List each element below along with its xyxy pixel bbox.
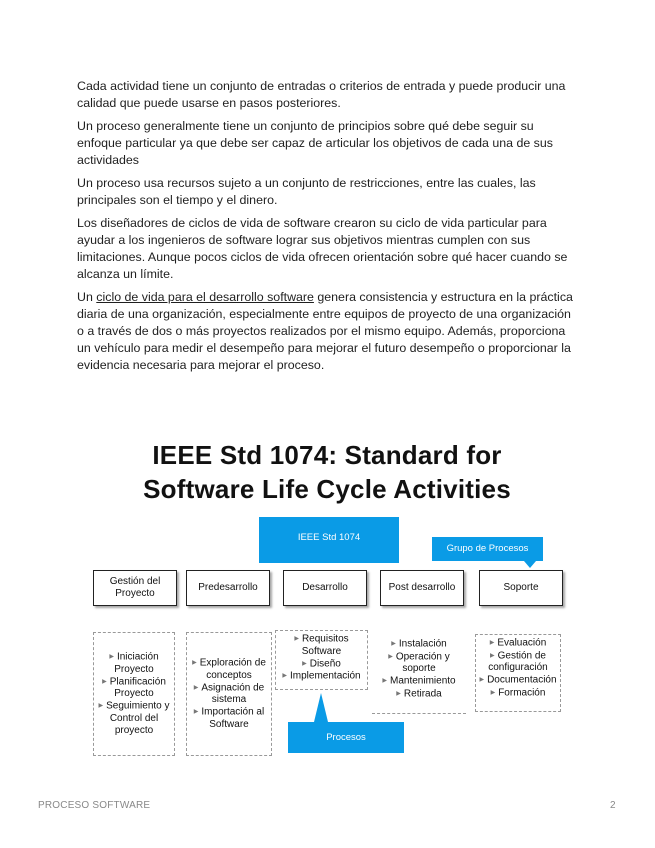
items-desarrollo	[275, 630, 368, 690]
list-item: ▶ Diseño	[302, 658, 341, 670]
bullet-icon: ▶	[388, 653, 393, 660]
list-item: ▶ Exploración de conceptos	[192, 657, 266, 681]
bullet-icon: ▶	[382, 678, 388, 685]
list-item: ▶ Retirada	[396, 688, 442, 700]
paragraph	[77, 289, 577, 374]
bullet-icon: ▶	[193, 709, 199, 716]
category-label: Predesarrollo	[198, 582, 258, 593]
bullet-icon: ▶	[490, 652, 495, 659]
category-soporte	[479, 570, 563, 606]
bullet-icon: ▶	[192, 660, 197, 666]
items-soporte	[475, 634, 561, 712]
list-item: ▶ Documentación	[479, 674, 557, 686]
paragraph: Cada actividad tiene un conjunto de entradas o criterios de entrada y puede producir una calidad que puede usarse en pasos posteriores.	[77, 79, 566, 110]
bullet-icon: ▶	[102, 678, 107, 685]
bullet-icon: ▶	[98, 703, 104, 710]
list-item: ▶ Instalación	[391, 638, 447, 650]
list-item: ▶ Evaluación	[489, 637, 547, 649]
list-item: ▶ Importación al Software	[193, 706, 265, 730]
list-item: ▶ Operación y soporte	[388, 651, 450, 675]
sdlc-link[interactable]: ciclo de vida para el desarrollo software	[96, 290, 314, 304]
body-text	[77, 78, 577, 380]
list-item: ▶ Seguimiento y Control del proyecto	[98, 700, 170, 736]
bullet-icon: ▶	[396, 690, 401, 697]
page-number: 2	[610, 800, 616, 811]
bullet-icon: ▶	[479, 677, 485, 684]
list-item: ▶ Mantenimiento	[382, 675, 456, 687]
category-label: Gestión del Proyecto	[109, 576, 161, 599]
footer-title: PROCESO SOFTWARE	[38, 800, 151, 811]
paragraph: Un proceso usa recursos sujeto a un conjunto de restricciones, entre las cuales, las principales son el tiempo y el dinero.	[77, 176, 536, 207]
figure-title	[82, 438, 572, 506]
category-gestion	[93, 570, 177, 606]
list-item: ▶ Formación	[490, 687, 546, 699]
category-label: Post desarrollo	[388, 582, 456, 593]
category-post-desarrollo	[380, 570, 464, 606]
bullet-icon: ▶	[294, 636, 299, 642]
items-gestion	[93, 632, 175, 756]
category-label: Desarrollo	[302, 582, 348, 593]
ieee-figure	[82, 438, 572, 758]
list-item: ▶ Gestión de configuración	[488, 650, 548, 674]
bullet-icon: ▶	[193, 684, 199, 691]
list-item: ▶ Implementación	[282, 670, 361, 682]
bullet-icon: ▶	[302, 660, 307, 667]
callout-ieee-std: IEEE Std 1074	[259, 517, 399, 563]
bullet-icon: ▶	[391, 641, 396, 647]
category-predesarrollo	[186, 570, 270, 606]
bullet-icon: ▶	[490, 689, 496, 696]
list-item: ▶ Requisitos Software	[294, 633, 349, 657]
callout-pointer	[314, 693, 328, 722]
callout-pointer	[524, 561, 536, 568]
list-item: ▶ Planificación Proyecto	[102, 676, 166, 700]
callout-procesos: Procesos	[288, 722, 404, 753]
bullet-icon: ▶	[489, 640, 495, 646]
bullet-icon: ▶	[109, 654, 114, 660]
list-item: ▶ Asignación de sistema	[193, 682, 265, 706]
category-label: Soporte	[503, 582, 539, 593]
paragraph-text: Un	[77, 290, 97, 304]
figure-title-line: Software Life Cycle Activities	[143, 474, 511, 504]
items-predesarrollo	[186, 632, 272, 756]
items-post-desarrollo	[372, 636, 466, 714]
paragraph: Un proceso generalmente tiene un conjunto de principios sobre qué debe seguir su enfoque particular ya que debe ser capaz de articular los objetivos de cada una de sus actividades	[77, 119, 553, 167]
paragraph: Los diseñadores de ciclos de vida de software crearon su ciclo de vida particular para ayudar a los ingenieros de software lograr sus objetivos mientras cumplen con sus limitaciones. Aunque pocos ciclos de vida ofrecen orientación sobre qué hacer cuando se alcanza un límite.	[77, 216, 568, 281]
callout-grupo-procesos: Grupo de Procesos	[432, 537, 543, 561]
bullet-icon: ▶	[282, 673, 288, 680]
figure-title-line: IEEE Std 1074: Standard for	[152, 440, 502, 470]
paragraph-text: genera consistencia y estructura en la práctica diaria de una organización, especialmente entre equipos de proyecto de una organización o a través de dos o más proyectos realizados por el mismo equipo. Además, proporciona un vehículo para medir el desempeño para mejorar el futuro desempeño o proporcionar la evidencia necesaria para mejorar el proceso.	[77, 290, 573, 372]
list-item: ▶ Iniciación Proyecto	[109, 651, 159, 675]
category-desarrollo	[283, 570, 367, 606]
